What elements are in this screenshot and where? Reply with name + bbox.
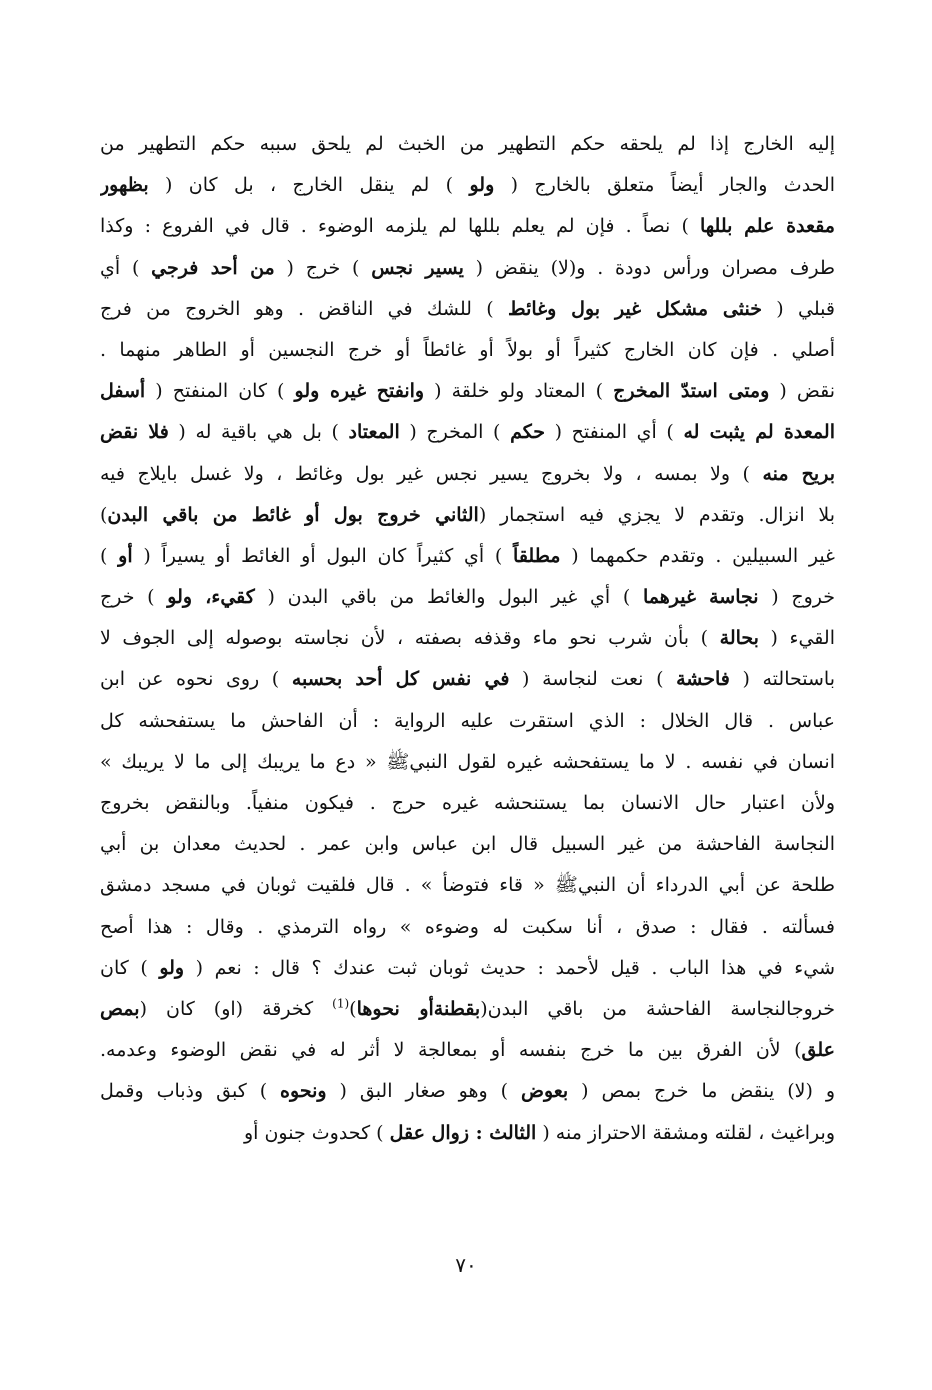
text-line	[100, 577, 835, 618]
text-run: انسان في نفسه . لا ما يستفحشه غيره لقول النبيﷺ « دع ما يريبك إلى ما لا يريبك »	[100, 750, 835, 773]
page-number: ٧٠	[455, 1253, 477, 1277]
bold-term: بعوض	[520, 1080, 569, 1103]
text-line	[100, 330, 835, 371]
bold-term: المعتاد	[348, 421, 400, 444]
text-run: ) المعتاد ولو خلقة (	[424, 380, 614, 403]
text-run: أصلي . فإن كان الخارج كثيراً أو بولاً أو غائطاً أو خرج النجسين أو الطاهر منهما .	[100, 338, 835, 361]
text-line	[100, 1030, 835, 1071]
text-line	[100, 454, 835, 495]
bold-term: فلا نقض	[100, 421, 169, 444]
bold-term: كقيء، ولو	[167, 586, 255, 609]
text-run: فسألته . فقال : صدق ، أنا سكبت له وضوءه » رواه الترمذي . وقال : هذا أصح	[100, 915, 835, 938]
footnote-marker: (1)	[332, 996, 350, 1011]
text-run: ) خرج	[100, 586, 168, 609]
text-run: )	[100, 503, 108, 526]
text-run: ) خرج (	[274, 256, 372, 279]
bold-term: الثالث : زوال عقل	[389, 1121, 537, 1144]
bold-term: في نفس كل أحد بحسبه	[291, 668, 510, 691]
text-run: ) بل هي باقية له (	[168, 421, 349, 444]
text-run: ) أي كثيراً كان البول أو الغائط أو يسيراً (	[132, 544, 514, 567]
text-line	[100, 536, 835, 577]
text-line	[100, 289, 835, 330]
bold-term: الثاني خروج بول أو غائط من باقي البدن	[107, 503, 479, 526]
bold-term: بظهور	[100, 174, 149, 197]
text-run: ) كحدوث جنون أو	[243, 1121, 390, 1144]
text-line	[100, 824, 835, 865]
text-run: كخرقة (او) كان (	[139, 997, 333, 1020]
text-run: طلحة عن أبي الدرداء أن النبيﷺ « قاء فتوضأ » . قال فلقيت ثوبان في مسجد دمشق	[100, 874, 835, 897]
text-run: النجاسة الفاحشة من غير السبيل قال ابن عباس وابن عمر . لحديث معدان بن أبي	[100, 833, 835, 856]
text-line	[100, 124, 835, 165]
text-run: القيء (	[758, 627, 835, 650]
bold-term: حكم	[510, 421, 545, 444]
bold-term: بمص	[100, 997, 140, 1020]
text-run: ) أي	[100, 256, 152, 279]
bold-term: بقطنةأو نحوها	[356, 997, 481, 1020]
text-run: ) ولا بمسه ، ولا بخروج يسير نجس غير بول وغائط ، ولا غسل بايلاج فيه	[100, 462, 763, 485]
text-line	[100, 371, 835, 412]
text-line	[100, 206, 835, 247]
text-line	[100, 989, 835, 1030]
bold-term: المعدة لم يثبت له	[683, 421, 835, 444]
text-run: إليه الخارج إذا لم يلحقه حكم التطهير من الخبث لم يلحق سببه حكم التطهير من	[100, 133, 835, 155]
text-run: ) أي غير البول والغائط من باقي البدن (	[254, 586, 643, 609]
text-run: ) نعت لنجاسة (	[509, 668, 677, 691]
text-line	[100, 618, 835, 659]
text-run: غير السبيلين . وتقدم حكمهما (	[560, 544, 835, 567]
text-run: عباس . قال الخلال : الذي استقرت عليه الرواية : أن الفاحش ما يستفحشه كل	[100, 709, 835, 732]
body-text	[100, 124, 835, 1154]
text-line	[100, 495, 835, 536]
text-line	[100, 165, 835, 206]
text-run: نقض (	[769, 380, 835, 403]
text-run: ) وهو صغار البق (	[326, 1080, 521, 1103]
text-run: ) روى نحوه عن ابن	[100, 668, 292, 691]
text-run: )	[100, 544, 119, 567]
bold-term: أو	[118, 544, 133, 567]
bold-term: علق	[801, 1039, 835, 1062]
bold-term: فاحشة	[676, 668, 730, 691]
bold-term: من أحد فرجي	[151, 256, 275, 279]
text-run: ) كبق وذباب وقمل	[100, 1080, 281, 1103]
text-run: خروج (	[758, 586, 835, 609]
text-line	[100, 412, 835, 453]
bold-term: ومتى استدّ المخرج	[613, 380, 770, 403]
text-run: و (لا) ينقض ما خرج بمص (	[568, 1080, 835, 1103]
text-line	[100, 1071, 835, 1112]
text-line	[100, 907, 835, 948]
bold-term: نجاسة غيرهما	[642, 586, 759, 609]
text-line	[100, 659, 835, 700]
bold-term: خنثى مشكل غير بول وغائط	[508, 297, 762, 320]
text-line	[100, 742, 835, 783]
text-line	[100, 1113, 835, 1154]
text-run: طرف مصران ورأس دودة . و(لا) ينقض (	[463, 256, 835, 279]
text-run: ) لم ينقل الخارج ، بل كان (	[148, 174, 470, 197]
text-run: باستحالته (	[729, 668, 835, 691]
text-run: ) نصاً . فإن لم يعلم بللها لم يلزمه الوضوء . قال في الفروع : وكذا	[100, 215, 700, 238]
text-run: ) لأن الفرق بين ما خرج بنفسه أو بمعالجة لا أثر له في نقض الوضوء وعدمه.	[100, 1039, 802, 1062]
bold-term: بحالة	[719, 627, 759, 650]
bold-term: مقعدة علم بللها	[700, 215, 835, 238]
text-run: قبلي (	[761, 297, 835, 320]
bold-term: أسفل	[100, 380, 146, 403]
text-line	[100, 865, 835, 906]
text-run: ) أي المنفتح (	[544, 421, 684, 444]
bold-term: ولو	[159, 956, 185, 979]
text-run: ) بأن شرب نحو ماء وقذفه بصفته ، لأن نجاسته بوصوله إلى الجوف لا	[100, 627, 720, 650]
text-line	[100, 783, 835, 824]
text-run: ) كان المنفتح (	[145, 380, 295, 403]
bold-term: يسير نجس	[371, 256, 464, 279]
text-run: )	[349, 997, 357, 1020]
bold-term: وانفتح غيره ولو	[294, 380, 425, 403]
text-run: شيء في هذا الباب . قيل لأحمد : حديث ثوبان ثبت عندك ؟ قال : نعم (	[184, 956, 835, 979]
text-run: ) للشك في الناقض . وهو الخروج من فرج	[100, 297, 509, 320]
text-run: الحدث والجار أيضاً متعلق بالخارج (	[494, 174, 835, 197]
bold-term: بريح منه	[762, 462, 835, 485]
text-run: ) المخرج (	[399, 421, 511, 444]
bold-term: ونحوه	[280, 1080, 327, 1103]
bold-term: ولو	[469, 174, 495, 197]
text-run: بلا انزال. وتقدم لا يجزي فيه استجمار (	[478, 503, 835, 526]
text-run: وبراغيث ، لقلته ومشقة الاحتراز منه (	[536, 1121, 835, 1144]
text-run: ولأن اعتبار حال الانسان بما يستنحشه غيره حرج . فيكون منفياً. وبالنقض بخروج	[100, 792, 835, 814]
text-line	[100, 248, 835, 289]
text-run: ) كان	[100, 956, 160, 979]
bold-term: مطلقاً	[513, 544, 561, 567]
text-line	[100, 701, 835, 742]
text-line	[100, 948, 835, 989]
text-run: خروجالنجاسة الفاحشة من باقي البدن(	[480, 997, 835, 1020]
